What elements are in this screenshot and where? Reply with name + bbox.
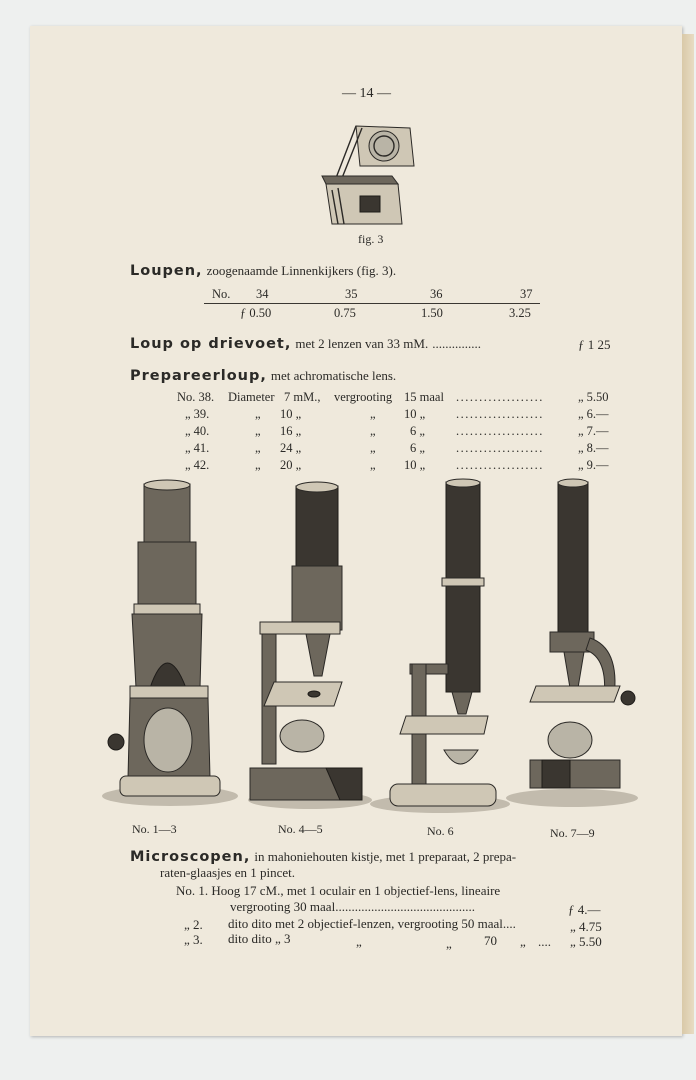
loupen-number: 35 <box>345 287 358 301</box>
row-diameter-label: Diameter <box>228 390 275 404</box>
leader-dots: ................... <box>456 407 544 421</box>
row-diameter-label: „ <box>255 441 261 455</box>
row-price: „ 5.50 <box>578 390 609 404</box>
loup-drievoet-description: met 2 lenzen van 33 mM. <box>295 336 429 351</box>
loupen-price: 1.50 <box>421 306 443 320</box>
loup-drievoet-line <box>130 335 481 353</box>
row-diameter-label: „ <box>255 458 261 472</box>
row-magnification: 6 „ <box>410 424 425 438</box>
row-diameter: 24 „ <box>280 441 302 455</box>
loupen-price: 0.75 <box>334 306 356 320</box>
item-3-text: dito dito „ 3 <box>228 931 291 946</box>
row-magnification-label: „ <box>370 424 376 438</box>
microscope-item-1: No. 1. Hoog 17 cM., met 1 oculair en 1 objectief-lens, lineaire <box>176 883 501 898</box>
microscope-caption: No. 1—3 <box>132 822 177 836</box>
leader-dots: ................... <box>456 458 544 472</box>
leader-dots: ................... <box>456 390 544 404</box>
linen-tester-illustration <box>318 116 428 232</box>
microscope-no-4-5-drawing <box>248 482 372 809</box>
microscopen-heading <box>130 848 516 866</box>
loupen-table-rule <box>204 303 540 304</box>
row-magnification-label: „ <box>370 407 376 421</box>
microscope-caption: No. 6 <box>427 824 454 838</box>
item-2-number: „ 2. <box>184 917 203 932</box>
row-magnification: 10 „ <box>404 407 426 421</box>
item-2-text: dito dito met 2 objectief-lenzen, vergrooting 50 maal <box>228 916 503 931</box>
row-price: „ 9.— <box>578 458 609 472</box>
row-number: „ 40. <box>185 424 210 438</box>
loupen-header-no: No. <box>212 287 231 301</box>
row-magnification-label: „ <box>370 458 376 472</box>
row-diameter: 7 mM., <box>284 390 321 404</box>
item-3-price: „ 5.50 <box>570 934 602 949</box>
loupen-price: 3.25 <box>509 306 531 320</box>
leader-dots: ............... <box>432 336 481 351</box>
page-number: — 14 — <box>342 86 391 101</box>
row-diameter: 16 „ <box>280 424 302 438</box>
microscope-no-1-3-drawing <box>102 480 238 806</box>
microscope-caption: No. 4—5 <box>278 822 323 836</box>
microscopen-description: in mahoniehouten kistje, met 1 preparaat, 2 prepa- <box>254 849 517 864</box>
loupen-heading <box>130 262 396 280</box>
prepareerloup-description: met achromatische lens. <box>270 368 397 383</box>
item-3-ditto: „ <box>446 936 452 951</box>
page-edge <box>682 34 694 1034</box>
item-2-price: „ 4.75 <box>570 919 602 934</box>
loupen-number: 37 <box>520 287 533 301</box>
fig3-caption: fig. 3 <box>358 232 384 246</box>
leader-dots: .... <box>502 916 516 931</box>
prepareerloup-heading <box>130 367 396 385</box>
row-price: „ 7.— <box>578 424 609 438</box>
loupen-description: zoogenaamde Linnenkijkers (fig. 3). <box>206 263 397 278</box>
leader-dots: ................... <box>456 424 544 438</box>
row-magnification: 6 „ <box>410 441 425 455</box>
item-3-ditto: „ <box>520 934 526 949</box>
row-magnification: 15 maal <box>404 390 444 404</box>
row-magnification-label: vergrooting <box>334 390 393 404</box>
microscopes-illustration <box>100 478 640 818</box>
row-price: „ 6.— <box>578 407 609 421</box>
item-1-price: ƒ 4.— <box>568 902 601 917</box>
item-3-number: „ 3. <box>184 932 203 947</box>
item-1-magnification: vergrooting 30 maal <box>230 899 336 914</box>
loupen-price: ƒ 0.50 <box>240 306 272 320</box>
item-3-ditto: „ <box>356 934 362 949</box>
loupen-number: 34 <box>256 287 269 301</box>
leader-dots: .... <box>538 934 551 949</box>
loup-drievoet-price: ƒ 1 25 <box>578 337 611 352</box>
row-magnification-label: „ <box>370 441 376 455</box>
row-number: „ 42. <box>185 458 210 472</box>
loupen-title: Loupen, <box>130 263 203 279</box>
row-price: „ 8.— <box>578 441 609 455</box>
microscope-caption: No. 7—9 <box>550 826 595 840</box>
row-diameter: 20 „ <box>280 458 302 472</box>
microscopen-description-cont: raten-glaasjes en 1 pincet. <box>160 865 295 880</box>
microscope-no-6-drawing <box>370 479 510 813</box>
item-3-magnification: 70 <box>484 933 497 948</box>
microscopen-title: Microscopen, <box>130 849 251 865</box>
microscope-item-2 <box>228 916 516 932</box>
microscope-item-1-cont <box>230 899 475 915</box>
row-number: „ 41. <box>185 441 210 455</box>
row-diameter-label: „ <box>255 407 261 421</box>
microscope-no-7-9-drawing <box>506 479 638 807</box>
loupen-number: 36 <box>430 287 443 301</box>
leader-dots: ........................................... <box>335 899 475 914</box>
row-number: „ 39. <box>185 407 210 421</box>
loup-drievoet-title: Loup op drievoet, <box>130 336 292 352</box>
row-number: No. 38. <box>177 390 215 404</box>
row-diameter-label: „ <box>255 424 261 438</box>
prepareerloup-title: Prepareerloup, <box>130 368 267 384</box>
leader-dots: ................... <box>456 441 544 455</box>
row-diameter: 10 „ <box>280 407 302 421</box>
row-magnification: 10 „ <box>404 458 426 472</box>
